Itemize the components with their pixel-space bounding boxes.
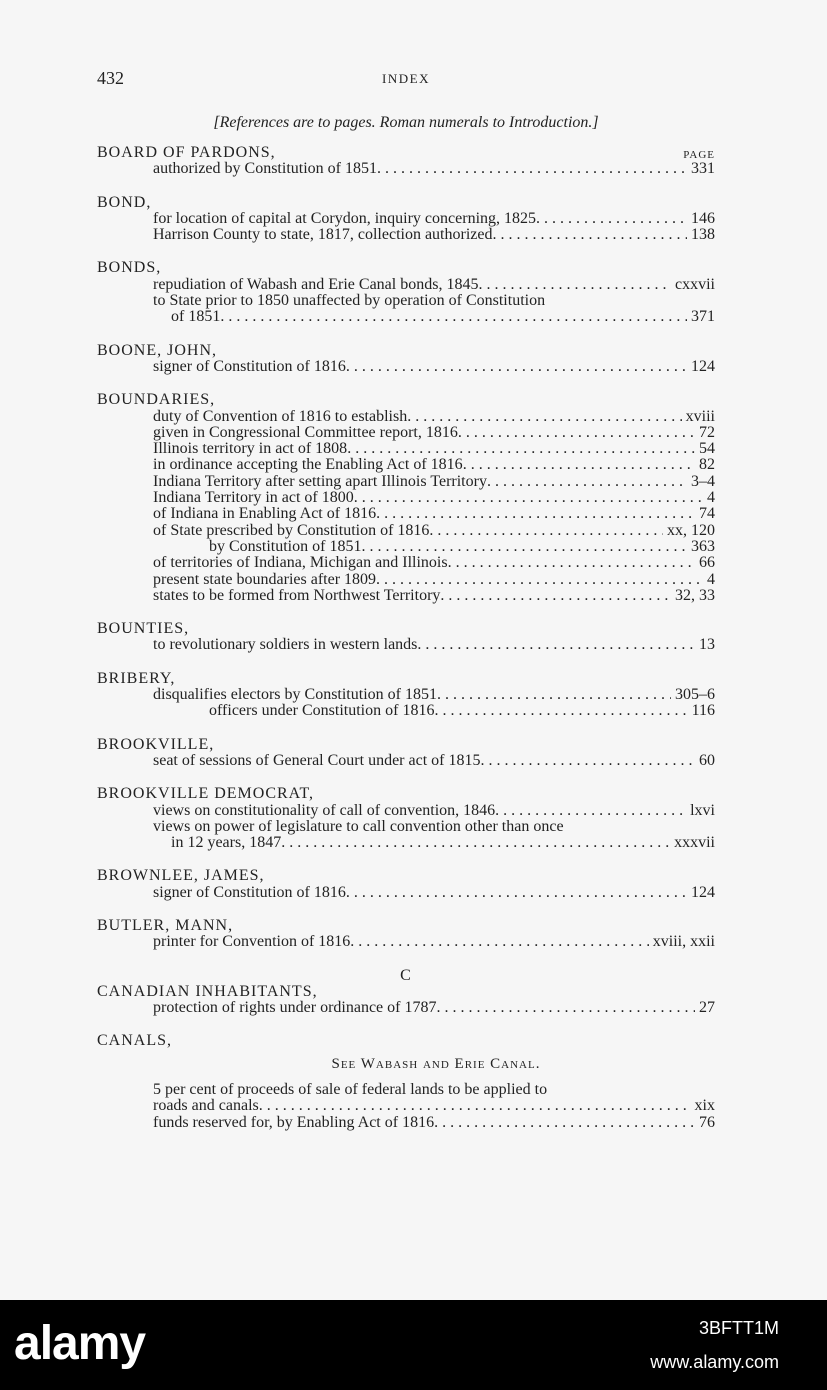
subentry: authorized by Constitution of 1851 . . . 331: [97, 161, 715, 177]
reference-note: [References are to pages. Roman numerals to Introduction.]: [213, 114, 599, 131]
page-header: [97, 68, 715, 92]
subentry: in ordinance accepting the Enabling Act of 1816 . . . 82: [97, 457, 715, 473]
subentry: funds reserved for, by Enabling Act of 1816 . . . 76: [97, 1115, 715, 1131]
entry-heading: BUTLER, MANN,: [97, 916, 234, 934]
index-entry: [97, 343, 715, 376]
subentry: officers under Constitution of 1816 . . . 116: [97, 703, 715, 719]
subentry: by Constitution of 1851 . . . 363: [97, 539, 715, 555]
entry-heading: BOUNTIES,: [97, 620, 190, 638]
subentry: Indiana Territory in act of 1800 . . . 4: [97, 490, 715, 506]
subentry: of territories of Indiana, Michigan and Illinois . . . 66: [97, 555, 715, 571]
alamy-logo: alamy: [14, 1317, 146, 1370]
subentry: for location of capital at Corydon, inquiry concerning, 1825 . . . 146: [97, 211, 715, 227]
subentry: protection of rights under ordinance of 1787 . . . 27: [97, 1000, 715, 1016]
subentry: states to be formed from Northwest Territory . . . 32, 33: [97, 588, 715, 604]
index-entry: [97, 671, 715, 720]
site-url: www.alamy.com: [650, 1352, 779, 1372]
watermark-bar: [0, 1300, 827, 1390]
subentry: to State prior to 1850 unaffected by operation of Constitution: [153, 292, 546, 310]
subentry: repudiation of Wabash and Erie Canal bonds, 1845 . . . cxxvii: [97, 277, 715, 293]
index-entry: [97, 984, 715, 1017]
entry-heading: BONDS,: [97, 259, 162, 277]
entry-heading: BOND,: [97, 193, 152, 211]
page-number: 432: [97, 68, 124, 88]
page-column-label: PAGE: [683, 149, 715, 161]
entry-heading: BROWNLEE, JAMES,: [97, 867, 265, 885]
subentry: of State prescribed by Constitution of 1816 . . . xx, 120: [97, 523, 715, 539]
subentry: Harrison County to state, 1817, collection authorized . . . 138: [97, 227, 715, 243]
subentry: present state boundaries after 1809 . . . 4: [97, 572, 715, 588]
subentry: 5 per cent of proceeds of sale of federal lands to be applied to: [153, 1081, 548, 1099]
subentry: printer for Convention of 1816 . . . xviii, xxii: [97, 934, 715, 950]
entry-heading: BOARD OF PARDONS, PAGE: [97, 145, 715, 161]
entry-heading: BROOKVILLE DEMOCRAT,: [97, 785, 315, 803]
entry-heading: CANALS,: [97, 1032, 173, 1050]
index-entry: [97, 145, 715, 178]
subentry: seat of sessions of General Court under act of 1815 . . . 60: [97, 753, 715, 769]
index-entry: [97, 1033, 715, 1130]
subentry: views on power of legislature to call convention other than once: [153, 817, 564, 835]
index-entry: [97, 260, 715, 325]
subentry: in 12 years, 1847 . . . xxxvii: [97, 835, 715, 851]
subentry: of Indiana in Enabling Act of 1816 . . . 74: [97, 506, 715, 522]
index-entry: [97, 918, 715, 951]
subentry: to revolutionary soldiers in western lands . . . 13: [97, 637, 715, 653]
running-title: INDEX: [382, 71, 430, 86]
subentry: signer of Constitution of 1816 . . . 124: [97, 359, 715, 375]
subentry: duty of Convention of 1816 to establish . . . xviii: [97, 409, 715, 425]
section-letter: C: [400, 966, 412, 984]
entry-heading: BROOKVILLE,: [97, 735, 215, 753]
subentry: Indiana Territory after setting apart Illinois Territory . . . 3–4: [97, 474, 715, 490]
subentry: signer of Constitution of 1816 . . . 124: [97, 885, 715, 901]
entry-heading: BOUNDARIES,: [97, 391, 216, 409]
index-entry: [97, 621, 715, 654]
subentry: of 1851 . . . 371: [97, 309, 715, 325]
index-content: [97, 145, 715, 1148]
index-entry: [97, 868, 715, 901]
index-entry: [97, 195, 715, 244]
entry-heading: BRIBERY,: [97, 669, 176, 687]
index-entry: [97, 786, 715, 851]
subentry: Illinois territory in act of 1808 . . . 54: [97, 441, 715, 457]
subentry: roads and canals . . . xix: [97, 1098, 715, 1114]
index-entry: [97, 737, 715, 770]
image-id: 3BFTT1M: [698, 1318, 779, 1338]
subentry: disqualifies electors by Constitution of 1851 . . . 305–6: [97, 687, 715, 703]
see-reference: See Wabash and Erie Canal.: [331, 1055, 541, 1072]
subentry: views on constitutionality of call of convention, 1846 . . . lxvi: [97, 803, 715, 819]
entry-heading: CANADIAN INHABITANTS,: [97, 982, 318, 1000]
index-entry: [97, 392, 715, 604]
entry-heading: BOONE, JOHN,: [97, 341, 217, 359]
subentry: given in Congressional Committee report, 1816 . . . 72: [97, 425, 715, 441]
